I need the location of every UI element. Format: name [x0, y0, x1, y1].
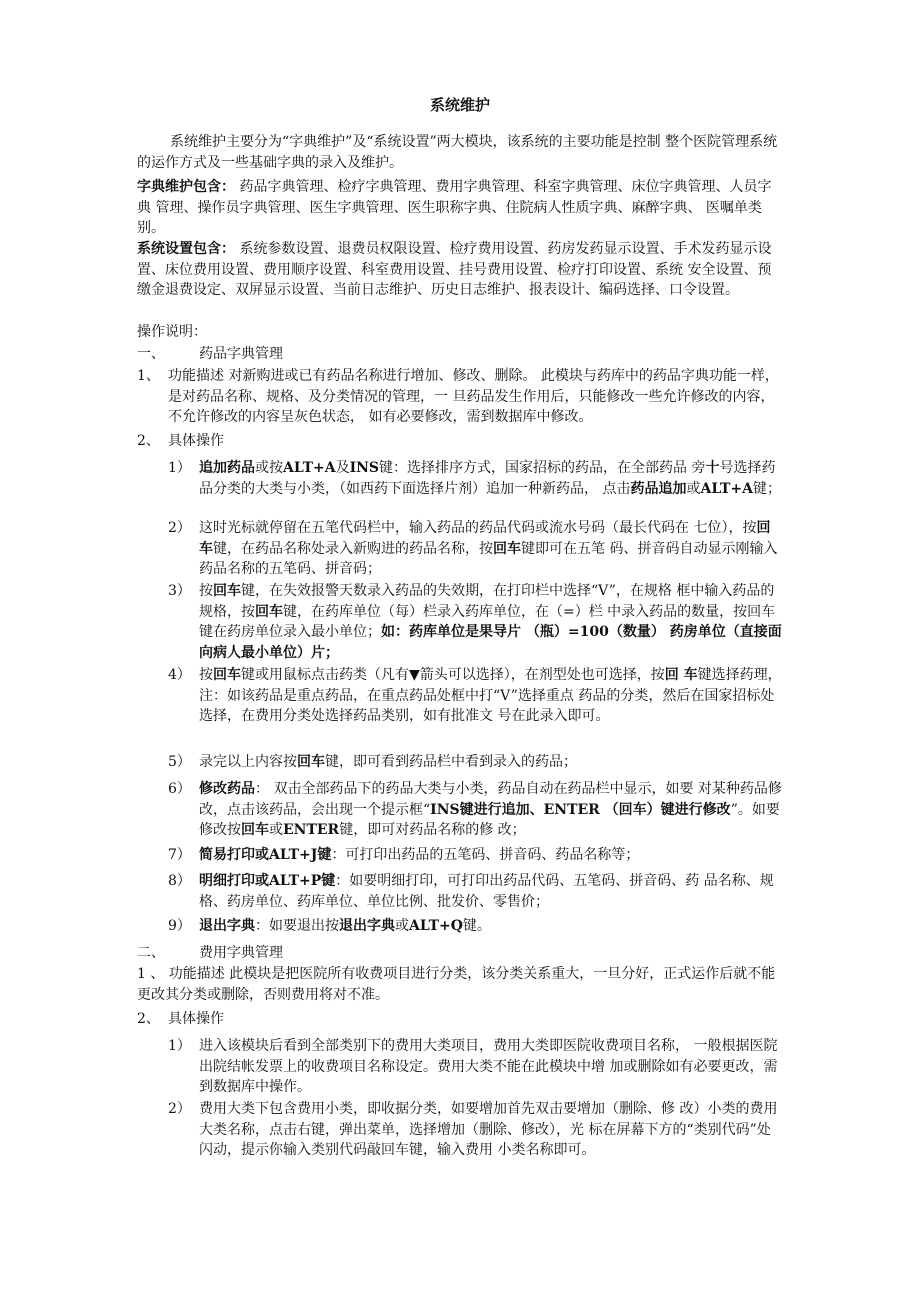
step5-text-2: 键，即可看到药品栏中看到录入的药品；	[325, 754, 577, 770]
step5-text	[199, 752, 782, 773]
step6-number: 6）	[168, 781, 191, 797]
step7-text-1: ：可打印出药品的五笔码、拼音码、药品名称等；	[331, 847, 640, 863]
sec2-number: 二、	[137, 945, 165, 961]
sec1-item2-number: 2、	[137, 433, 160, 449]
step9-number: 9）	[168, 918, 191, 934]
sec2-heading: 费用字典管理	[199, 945, 283, 961]
sec2-step1-text: 进入该模块后看到全部类别下的费用大类项目，费用大类即医院收费项目名称， 一般根据医院出院结帐发票上的收费项目名称设定。费用大类不能在此模块中增 加或删除如有必要更改，需到数据库中操作。	[199, 1038, 778, 1096]
step4-text-3: 键选择药理，注：如该药品是重点药品，在重点药品处框中打“V”选择重点 药品的分类，然后在国家招标处选择，在费用分类处选择药品类别，如有批准文 号在此录入即可。	[199, 667, 782, 725]
step4-number: 4）	[168, 667, 191, 683]
step3-text	[199, 581, 782, 663]
step1-text-5: 或	[686, 480, 701, 497]
step4-text	[199, 665, 782, 727]
step2-bold-2: 回车	[493, 540, 521, 557]
dict-label: 字典维护包含：	[137, 179, 235, 195]
sec2-item1-text: 1 、 功能描述 此模块是把医院所有收费项目进行分类，该分类关系重大，一旦分好，正式运作后就不能 更改其分类或删除，否则费用将对不准。	[137, 966, 776, 1003]
sec2-step1-number: 1）	[168, 1038, 191, 1054]
step7-number: 7）	[168, 847, 191, 863]
step9-text	[199, 916, 782, 937]
step3-bold-3: 如：药库单位是果导片 （瓶）=100（数量） 药房单位（直接面向病人最小单位）片；	[199, 624, 782, 661]
step2-text	[199, 518, 782, 580]
step3-number: 3）	[168, 583, 191, 599]
sec1-heading: 药品字典管理	[199, 346, 283, 362]
step8-text	[199, 871, 782, 912]
step6-bold-4: ENTER	[283, 822, 340, 839]
step1-text-3: 键：选择排序方式，国家招标的药品，在全部药品 旁	[379, 460, 706, 476]
step1-bold-5: 药品追加	[630, 480, 687, 497]
settings-label: 系统设置包含：	[137, 241, 235, 257]
step4-text-2: 键或用鼠标点击药类（凡有▼箭头可以选择），在剂型处也可选择，按	[241, 667, 665, 683]
sec1-item2-text: 具体操作	[168, 433, 224, 449]
sec2-step2-text: 费用大类下包含费用小类，即收据分类，如要增加首先双击要增加（删除、修 改）小类的费用大类名称，点击右键，弹出菜单，选择增加（删除、修改），光 标在屏幕下方的“类别代码”处闪动，提示你输入类别代码敲回车键，输入费用 小类名称即可。	[199, 1101, 778, 1159]
step2-number: 2）	[168, 520, 191, 536]
intro-paragraph: 系统维护主要分为“字典维护”及“系统设置”两大模块，该系统的主要功能是控制 整个医院管理系统的运作方式及一些基础字典的录入及维护。	[137, 134, 778, 171]
step9-text-2: 或	[395, 918, 409, 934]
step7-bold-1: 简易打印或ALT+J键	[199, 847, 332, 863]
step6-bold-1: 修改药品	[199, 781, 255, 797]
sec1-item1-number: 1、	[137, 368, 160, 384]
sec1-number: 一、	[137, 346, 165, 362]
step1-bold-1: 追加药品	[199, 460, 255, 476]
step6-bold-3: 回车	[241, 822, 269, 839]
dict-paragraph	[137, 177, 782, 239]
step7-text	[199, 845, 782, 866]
step9-text-3: 键。	[462, 918, 491, 934]
step8-bold-1: 明细打印或ALT+P键	[199, 873, 336, 889]
step3-text-2: 键，在失效报警天数录入药品的失效期，在打印栏中选择“V”，在规格 框中输入药品的规格，按	[199, 583, 775, 620]
step6-text-4: 键，即可对药品名称的修 改；	[339, 822, 526, 839]
step9-text-1: ：如要退出按	[255, 918, 339, 934]
step6-text-3: 或	[269, 822, 283, 839]
step6-text	[199, 779, 782, 841]
settings-text: 系统参数设置、退费员权限设置、检疗费用设置、药房发药显示设置、手术发药显示设 置、床位费用设置、费用顺序设置、科室费用设置、挂号费用设置、检疗打印设置、系统 安全设置、预缴金退费设定、双屏显示设置、当前日志维护、历史日志维护、报表设计、编码选择、口令设置。	[137, 241, 772, 299]
step1-text-6: 键；	[753, 480, 782, 497]
step9-bold-3: ALT+Q	[409, 918, 463, 934]
step9-bold-1: 退出字典	[199, 918, 255, 934]
step6-text-1: ： 双击全部药品下的药品大类与小类，药品自动在药品栏中显示，如要 对某种药品修改，点击该药品，会出现一个提示框“	[199, 781, 782, 818]
step5-text-1: 录完以上内容按	[199, 754, 297, 770]
step8-text-1: ：如要明细打印，可打印出药品代码、五笔码、拼音码、药 品名称、规格、药房单位、药库单位、单位比例、批发价、零售价；	[199, 873, 774, 910]
step3-bold-2: 回车	[255, 603, 283, 620]
step1-bold-2: ALT+A	[283, 460, 336, 476]
step4-text-1: 按	[199, 667, 213, 683]
sec2-item2-text: 具体操作	[168, 1011, 224, 1027]
dict-text: 药品字典管理、检疗字典管理、费用字典管理、科室字典管理、床位字典管理、人员字典 管理、操作员字典管理、医生字典管理、医生职称字典、住院病人性质字典、麻醉字典、 医嘱单类别。	[137, 179, 772, 237]
step2-text-2: 键，在药品名称处录入新购进的药品名称，按	[213, 540, 493, 557]
step4-bold-1: 回车	[213, 667, 241, 683]
step1-text-4: 号选择药品分类的大类与小类，（如西药下面选择片剂）追加一种新药品， 点击	[199, 460, 776, 497]
step1-number: 1）	[168, 460, 191, 476]
sec1-item1-text: 功能描述 对新购进或已有药品名称进行增加、修改、删除。 此模块与药库中的药品字典功能一样，是对药品名称、规格、及分类情况的管理，一 旦药品发生作用后，只能修改一些允许修改的内容，不允许修改的内容呈灰色状态， 如有必要修改，需到数据库中修改。	[168, 368, 779, 426]
step3-text-3: 键，在药库单位（每）栏录入药库单位，在（=）栏 中录入药品的数量，按回车键在药房单位录入最小单位；	[199, 603, 776, 641]
page-title: 系统维护	[429, 96, 490, 114]
step5-number: 5）	[168, 754, 191, 770]
step1-bold-4: 十	[705, 460, 720, 476]
step4-bold-2: 回 车	[664, 667, 698, 683]
step3-text-1: 按	[199, 583, 213, 599]
settings-paragraph	[137, 239, 782, 301]
step6-bold-2: INS键进行追加、ENTER （回车）键进行修改	[430, 801, 731, 818]
ops-label: 操作说明：	[137, 324, 207, 340]
step1-bold-3: INS	[349, 460, 380, 476]
sec2-item2-number: 2、	[137, 1011, 160, 1027]
step1-bold-6: ALT+A	[700, 480, 754, 497]
step6-text-2: ”。如要修改按	[199, 801, 780, 839]
step1-text-2: 及	[335, 460, 350, 476]
step2-bold-1: 回车	[199, 520, 771, 557]
step2-text-3: 键即可在五笔 码、拼音码自动显示刚输入药品名称的五笔码、拼音码；	[199, 540, 778, 578]
step1-text	[199, 458, 782, 499]
step1-text-1: 或按	[255, 460, 283, 476]
step5-bold-1: 回车	[297, 754, 325, 770]
step2-text-1: 这时光标就停留在五笔代码栏中，输入药品的药品代码或流水号码（最长代码在 七位），按	[199, 520, 757, 536]
sec2-step2-number: 2）	[168, 1101, 191, 1117]
step9-bold-2: 退出字典	[339, 918, 395, 934]
step3-bold-1: 回车	[213, 583, 241, 599]
step8-number: 8）	[168, 873, 191, 889]
